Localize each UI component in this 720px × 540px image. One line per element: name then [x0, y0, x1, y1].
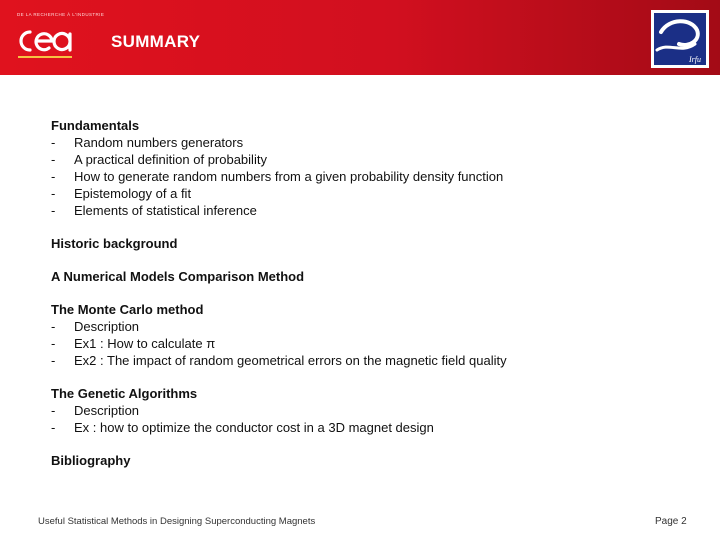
section-heading: Historic background [51, 236, 178, 251]
section-item-list [51, 134, 671, 219]
item-text: How to generate random numbers from a given probability density function [74, 169, 504, 184]
org-tagline: DE LA RECHERCHE À L'INDUSTRIE [17, 12, 105, 17]
list-item [51, 318, 671, 335]
irfu-logo [651, 10, 709, 68]
list-item [51, 419, 671, 436]
bullet: - [51, 135, 56, 150]
bullet: - [51, 420, 56, 435]
bullet: - [51, 336, 56, 351]
cea-logo [14, 20, 76, 60]
header-banner [0, 0, 720, 75]
list-item [51, 335, 671, 352]
section-heading: The Monte Carlo method [51, 302, 204, 317]
section-item-list [51, 402, 671, 436]
list-item [51, 151, 671, 168]
bullet: - [51, 403, 56, 418]
item-text: Ex2 : The impact of random geometrical errors on the magnetic field quality [74, 353, 507, 368]
summary-content [51, 117, 671, 485]
list-item [51, 202, 671, 219]
list-item [51, 134, 671, 151]
footer-page-number: Page 2 [655, 516, 687, 527]
page-title: SUMMARY [111, 32, 201, 51]
section-bibliography [51, 452, 671, 469]
bullet: - [51, 203, 56, 218]
item-text: Ex1 : How to calculate π [74, 336, 216, 351]
section-heading: A Numerical Models Comparison Method [51, 269, 305, 284]
section-monte-carlo [51, 301, 671, 369]
section-historic-background [51, 235, 671, 252]
bullet: - [51, 319, 56, 334]
list-item [51, 185, 671, 202]
footer-presentation-title: Useful Statistical Methods in Designing Superconducting Magnets [38, 516, 316, 527]
list-item [51, 168, 671, 185]
irfu-logo-text: Irfu [689, 55, 701, 64]
section-heading: Bibliography [51, 453, 131, 468]
section-item-list [51, 318, 671, 369]
section-genetic-algorithms [51, 385, 671, 436]
list-item [51, 402, 671, 419]
section-comparison-method [51, 268, 671, 285]
section-heading: The Genetic Algorithms [51, 386, 198, 401]
list-item [51, 352, 671, 369]
item-text: Description [74, 319, 140, 334]
item-text: Elements of statistical inference [74, 203, 257, 218]
item-text: Random numbers generators [74, 135, 244, 150]
bullet: - [51, 152, 56, 167]
bullet: - [51, 353, 56, 368]
item-text: A practical definition of probability [74, 152, 267, 167]
item-text: Description [74, 403, 140, 418]
bullet: - [51, 169, 56, 184]
bullet: - [51, 186, 56, 201]
section-heading: Fundamentals [51, 118, 140, 133]
section-fundamentals [51, 117, 671, 219]
item-text: Epistemology of a fit [74, 186, 192, 201]
item-text: Ex : how to optimize the conductor cost in a 3D magnet design [74, 420, 434, 435]
